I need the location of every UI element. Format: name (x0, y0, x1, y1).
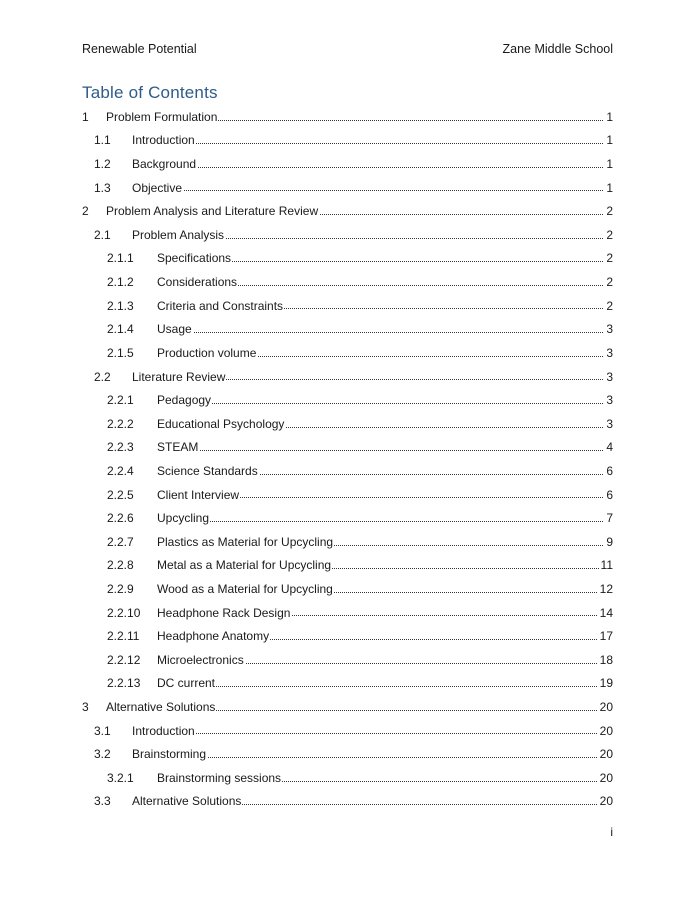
toc-entry[interactable] (82, 577, 613, 601)
toc-entry[interactable] (82, 530, 613, 554)
toc-entry[interactable] (82, 199, 613, 223)
toc-entry[interactable] (82, 176, 613, 200)
toc-entry[interactable] (82, 648, 613, 672)
toc-entry[interactable] (82, 294, 613, 318)
toc-entry[interactable] (82, 341, 613, 365)
toc-section-number: 2.2.2 (107, 416, 134, 431)
toc-page-number[interactable]: 3 (606, 369, 613, 384)
toc-section-number: 2.1.2 (107, 275, 134, 290)
toc-dot-leader (157, 331, 605, 333)
toc-section-number: 3.3 (94, 794, 111, 809)
toc-entry[interactable] (82, 790, 613, 814)
toc-section-number: 3.2.1 (107, 770, 134, 785)
toc-section-title[interactable]: STEAM (157, 440, 199, 455)
toc-section-title[interactable]: Usage (157, 322, 192, 337)
toc-page-number[interactable]: 6 (606, 487, 613, 502)
toc-section-number: 3 (82, 700, 89, 715)
toc-section-title[interactable]: Introduction (132, 133, 195, 148)
toc-section-title[interactable]: Upcycling (157, 511, 210, 526)
toc-page-number[interactable]: 3 (606, 416, 613, 431)
toc-dot-leader (132, 189, 605, 191)
toc-entry[interactable] (82, 672, 613, 696)
toc-section-number: 1.1 (94, 133, 111, 148)
toc-section-title[interactable]: Client Interview (157, 487, 240, 502)
toc-page-number[interactable]: 2 (606, 298, 613, 313)
toc-section-title[interactable]: Specifications (157, 251, 232, 266)
toc-entry[interactable] (82, 695, 613, 719)
toc-section-title[interactable]: Alternative Solutions (132, 794, 242, 809)
toc-section-number: 2.2.13 (107, 676, 141, 691)
toc-page-number[interactable]: 20 (599, 770, 613, 785)
toc-page-number[interactable]: 4 (606, 440, 613, 455)
toc-page-number[interactable]: 2 (606, 275, 613, 290)
toc-section-title[interactable]: Criteria and Constraints (157, 298, 284, 313)
toc-entry[interactable] (82, 742, 613, 766)
toc-section-title[interactable]: Production volume (157, 345, 257, 360)
toc-section-title[interactable]: Introduction (132, 723, 195, 738)
toc-dot-leader (132, 732, 605, 734)
page-header (82, 42, 613, 58)
toc-page-number[interactable]: 3 (606, 322, 613, 337)
toc-section-title[interactable]: Objective (132, 180, 183, 195)
toc-section-title[interactable]: Considerations (157, 275, 238, 290)
page-number: i (610, 825, 613, 839)
toc-page-number[interactable]: 11 (600, 558, 613, 573)
toc-section-title[interactable]: Plastics as Material for Upcycling (157, 534, 334, 549)
toc-page-number[interactable]: 3 (606, 393, 613, 408)
toc-section-title[interactable]: Wood as a Material for Upcycling (157, 581, 333, 596)
toc-entry[interactable] (82, 412, 613, 436)
toc-section-number: 2.1.1 (107, 251, 134, 266)
toc-section-number: 1.2 (94, 157, 111, 172)
toc-page-number[interactable]: 1 (606, 180, 613, 195)
toc-page-number[interactable]: 7 (606, 511, 613, 526)
header-left-title: Renewable Potential (82, 42, 197, 56)
toc-entry[interactable] (82, 129, 613, 153)
toc-dot-leader (132, 142, 605, 144)
toc-heading: Table of Contents (82, 83, 218, 102)
toc-entry[interactable] (82, 766, 613, 790)
toc-page-number[interactable]: 20 (599, 747, 613, 762)
toc-page-number[interactable]: 2 (606, 227, 613, 242)
toc-section-number: 3.1 (94, 723, 111, 738)
toc-section-title[interactable]: Educational Psychology (157, 416, 285, 431)
toc-entry[interactable] (82, 365, 613, 389)
toc-entry[interactable] (82, 483, 613, 507)
toc-section-title[interactable]: DC current (157, 676, 216, 691)
toc-section-number: 2 (82, 204, 89, 219)
toc-entry[interactable] (82, 601, 613, 625)
toc-section-number: 2.2.11 (107, 629, 140, 644)
toc-section-title[interactable]: Pedagogy (157, 393, 212, 408)
toc-section-number: 2.2.12 (107, 652, 141, 667)
toc-entry[interactable] (82, 388, 613, 412)
toc-entry[interactable] (82, 247, 613, 271)
toc-section-title[interactable]: Microelectronics (157, 652, 244, 667)
toc-page-number[interactable]: 2 (606, 251, 613, 266)
toc-page-number[interactable]: 6 (606, 463, 613, 478)
toc-section-number: 2.1 (94, 227, 111, 242)
toc-section-number: 1.3 (94, 180, 111, 195)
toc-section-title[interactable]: Headphone Rack Design (157, 605, 291, 620)
toc-section-number: 3.2 (94, 747, 111, 762)
toc-section-number: 2.1.4 (107, 322, 134, 337)
toc-dot-leader (132, 166, 605, 168)
toc-section-number: 2.2.6 (107, 511, 134, 526)
toc-section-number: 2.2.3 (107, 440, 134, 455)
toc-entry[interactable] (82, 719, 613, 743)
toc-page-number[interactable]: 19 (599, 676, 613, 691)
toc-page-number[interactable]: 17 (599, 629, 613, 644)
table-of-contents (82, 105, 613, 813)
toc-page-number[interactable]: 1 (606, 157, 613, 172)
toc-section-title[interactable]: Metal as a Material for Upcycling (157, 558, 332, 573)
toc-page-number[interactable]: 1 (606, 109, 613, 124)
toc-page-number[interactable]: 20 (599, 723, 613, 738)
toc-dot-leader (157, 685, 605, 687)
toc-entry[interactable] (82, 223, 613, 247)
toc-entry[interactable] (82, 506, 613, 530)
toc-section-number: 2.2 (94, 369, 111, 384)
toc-section-title[interactable]: Alternative Solutions (106, 700, 216, 715)
toc-entry[interactable] (82, 436, 613, 460)
toc-page-number[interactable]: 18 (599, 652, 613, 667)
toc-section-title[interactable]: Science Standards (157, 463, 258, 478)
toc-section-number: 1 (82, 109, 89, 124)
toc-section-number: 2.2.5 (107, 487, 134, 502)
toc-section-title[interactable]: Literature Review (132, 369, 226, 384)
toc-page-number[interactable]: 2 (606, 204, 613, 219)
toc-entry[interactable] (82, 317, 613, 341)
toc-section-title[interactable]: Problem Analysis (132, 227, 225, 242)
toc-section-number: 2.1.5 (107, 345, 134, 360)
toc-section-number: 2.2.10 (107, 605, 141, 620)
toc-section-number: 2.2.9 (107, 581, 134, 596)
toc-section-title[interactable]: Brainstorming sessions (157, 770, 282, 785)
toc-dot-leader (157, 520, 605, 522)
toc-entry[interactable] (82, 554, 613, 578)
toc-entry[interactable] (82, 152, 613, 176)
toc-section-number: 2.1.3 (107, 298, 134, 313)
toc-section-title[interactable]: Headphone Anatomy (157, 629, 270, 644)
toc-page-number[interactable]: 12 (599, 581, 613, 596)
toc-section-title[interactable]: Problem Analysis and Literature Review (106, 204, 319, 219)
toc-section-number: 2.2.1 (107, 393, 134, 408)
toc-entry[interactable] (82, 105, 613, 129)
toc-page-number[interactable]: 14 (599, 605, 613, 620)
toc-dot-leader (157, 402, 605, 404)
toc-page-number[interactable]: 3 (606, 345, 613, 360)
toc-section-title[interactable]: Background (132, 157, 197, 172)
toc-page-number[interactable]: 9 (606, 534, 613, 549)
toc-entry[interactable] (82, 459, 613, 483)
toc-section-number: 2.2.4 (107, 463, 134, 478)
toc-page-number[interactable]: 20 (599, 700, 613, 715)
toc-section-number: 2.2.7 (107, 534, 134, 549)
header-right-school: Zane Middle School (502, 42, 613, 56)
toc-section-number: 2.2.8 (107, 558, 134, 573)
toc-page-number[interactable]: 20 (599, 794, 613, 809)
toc-entry[interactable] (82, 270, 613, 294)
toc-dot-leader (157, 449, 605, 451)
toc-section-title[interactable]: Problem Formulation (106, 109, 218, 124)
toc-page-number[interactable]: 1 (606, 133, 613, 148)
toc-entry[interactable] (82, 624, 613, 648)
toc-section-title[interactable]: Brainstorming (132, 747, 207, 762)
